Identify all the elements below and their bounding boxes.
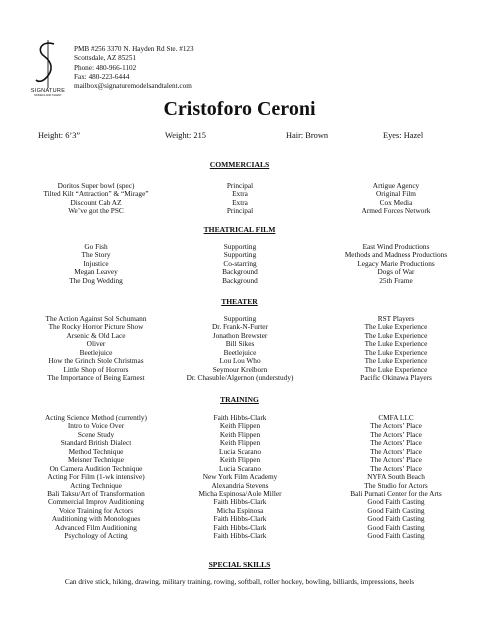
credit-company: The Actors’ Place xyxy=(370,421,422,431)
credit-row xyxy=(0,322,479,330)
credit-title: Psychology of Acting xyxy=(64,531,128,541)
credit-row xyxy=(0,523,479,531)
credit-row xyxy=(0,198,479,206)
credit-row xyxy=(0,356,479,364)
credit-role: Principal xyxy=(226,206,254,216)
credit-company: Original Film xyxy=(376,189,416,199)
credit-company: Good Faith Casting xyxy=(367,522,425,532)
credit-company: The Luke Experience xyxy=(364,356,428,366)
credit-company: The Actors’ Place xyxy=(370,446,422,456)
credit-row xyxy=(0,276,479,284)
credit-row xyxy=(0,489,479,497)
special-skills-text: Can drive stick, hiking, drawing, military training, rowing, softball, roller hockey, bowling, billiards, impressions, heels xyxy=(64,577,415,586)
credit-role: Alexandria Stevens xyxy=(211,480,269,490)
credit-company: Pacific Okinawa Players xyxy=(360,373,432,383)
credit-role: Lou Lou Who xyxy=(219,356,261,366)
stat-height: Height: 6’3” xyxy=(38,131,81,140)
agency-phone: Phone: 480-966-1102 xyxy=(74,63,137,72)
stat-eyes: Eyes: Hazel xyxy=(383,131,424,140)
credit-company: RST Players xyxy=(377,314,415,323)
credit-title: Standard British Dialect xyxy=(60,438,132,448)
credit-title: Tilted Kilt “Attraction” & “Mirage” xyxy=(43,189,149,199)
credit-company: Good Faith Casting xyxy=(367,514,425,524)
credit-title: Bali Taksu/Art of Transformation xyxy=(47,488,145,498)
credit-row xyxy=(0,242,479,250)
credit-title: Oliver xyxy=(86,339,106,349)
credit-title: Auditioning with Monologues xyxy=(51,514,141,524)
credit-role: Keith Flippen xyxy=(219,429,261,439)
credit-title: Little Shop of Horrors xyxy=(63,364,129,374)
credit-role: Principal xyxy=(226,181,254,190)
credit-role: Dr. Frank-N-Furter xyxy=(212,322,268,332)
credit-title: Meisner Technique xyxy=(68,455,124,465)
credit-role: Beetlejuice xyxy=(223,347,257,357)
credit-row xyxy=(0,373,479,381)
credit-row xyxy=(0,447,479,455)
credit-row xyxy=(0,514,479,522)
credit-role: Faith Hibbs-Clark xyxy=(213,497,267,507)
agency-address-line2: Scottsdale, AZ 85251 xyxy=(74,54,137,63)
credit-role: Keith Flippen xyxy=(219,438,261,448)
credit-company: Legacy Marie Productions xyxy=(357,258,435,268)
credit-title: Method Technique xyxy=(68,446,124,456)
stat-weight: Weight: 215 xyxy=(165,131,206,140)
credit-title: Acting Science Method (currently) xyxy=(45,413,147,422)
credit-company: Dogs of War xyxy=(377,267,415,277)
stat-hair: Hair: Brown xyxy=(286,131,329,140)
credit-row xyxy=(0,438,479,446)
credit-row xyxy=(0,259,479,267)
credit-role: Extra xyxy=(232,197,248,207)
credit-role: Jonathon Brewster xyxy=(212,330,268,340)
signature-logo xyxy=(28,40,68,98)
credit-row xyxy=(0,267,479,275)
credit-title: The Rocky Horror Picture Show xyxy=(48,322,144,332)
credit-role: Extra xyxy=(232,189,248,199)
credit-row xyxy=(0,189,479,197)
credit-role: Faith Hibbs-Clark xyxy=(213,522,267,532)
credit-role: Dr. Chasuble/Algernon (understudy) xyxy=(186,373,294,383)
credit-title: On Camera Audition Technique xyxy=(49,463,143,473)
section-title-commercials: COMMERCIALS xyxy=(209,160,270,169)
credit-company: Good Faith Casting xyxy=(367,497,425,507)
section-title-theater: THEATER xyxy=(221,297,258,306)
credit-role: Keith Flippen xyxy=(219,421,261,431)
credit-row xyxy=(0,481,479,489)
credit-company: The Actors’ Place xyxy=(370,438,422,448)
credit-role: Keith Flippen xyxy=(219,455,261,465)
credit-title: Intro to Voice Over xyxy=(67,421,125,431)
credit-row xyxy=(0,506,479,514)
credit-role: Micha Espinosa/Aole Miller xyxy=(198,488,282,498)
credit-company: The Actors’ Place xyxy=(370,455,422,465)
credit-company: Artigue Agency xyxy=(372,181,420,190)
actor-name: Cristoforo Ceroni xyxy=(163,98,316,120)
credit-company: The Luke Experience xyxy=(364,330,428,340)
credit-title: The Action Against Sol Schumann xyxy=(45,314,147,323)
credit-role: Seymour Krelborn xyxy=(212,364,268,374)
credit-company: The Luke Experience xyxy=(364,339,428,349)
credit-company: 25th Frame xyxy=(379,275,413,285)
credit-company: The Luke Experience xyxy=(364,364,428,374)
credit-role: Background xyxy=(222,267,258,277)
credit-row xyxy=(0,531,479,539)
credit-role: Faith Hibbs-Clark xyxy=(213,514,267,524)
credit-company: The Luke Experience xyxy=(364,322,428,332)
agency-fax: Fax: 480-223-6444 xyxy=(74,72,130,81)
credit-role: New York Film Academy xyxy=(202,472,278,482)
credit-title: Injustice xyxy=(83,258,109,268)
credit-title: The Story xyxy=(81,250,111,260)
credit-row xyxy=(0,421,479,429)
credit-row xyxy=(0,331,479,339)
credit-title: Go Fish xyxy=(84,242,108,251)
credit-row xyxy=(0,181,479,189)
credit-title: We’ve got the PSC xyxy=(68,206,124,216)
credit-row xyxy=(0,365,479,373)
agency-address-line1: PMB #256 3370 N. Hayden Rd Ste. #123 xyxy=(74,45,194,53)
credit-role: Supporting xyxy=(223,242,257,251)
credit-row xyxy=(0,413,479,421)
credit-row xyxy=(0,348,479,356)
commercials-list xyxy=(0,181,479,215)
credit-row xyxy=(0,206,479,214)
training-list xyxy=(0,413,479,540)
agency-email: mailbox@signaturemodelsandtalent.com xyxy=(74,82,192,91)
credit-role: Faith Hibbs-Clark xyxy=(213,413,267,422)
section-title-theatrical-film: THEATRICAL FILM xyxy=(203,225,276,234)
credit-role: Lucia Scarano xyxy=(219,446,261,456)
credit-role: Lucia Scarano xyxy=(219,463,261,473)
credit-title: Voice Training for Actors xyxy=(58,505,134,515)
credit-row xyxy=(0,339,479,347)
credit-company: The Actors’ Place xyxy=(370,429,422,439)
credit-row xyxy=(0,250,479,258)
credit-company: Good Faith Casting xyxy=(367,531,425,541)
credit-role: Supporting xyxy=(223,314,257,323)
credit-company: The Actors’ Place xyxy=(370,463,422,473)
credit-title: The Dog Wedding xyxy=(69,275,123,285)
credit-role: Background xyxy=(222,275,258,285)
credit-company: East Wind Productions xyxy=(362,242,430,251)
credit-row xyxy=(0,430,479,438)
credit-title: Beetlejuice xyxy=(79,347,113,357)
credit-company: The Luke Experience xyxy=(364,347,428,357)
credit-company: Bali Purnati Center for the Arts xyxy=(350,488,442,498)
credit-company: Good Faith Casting xyxy=(367,505,425,515)
credit-role: Co-starring xyxy=(223,258,257,268)
credit-row xyxy=(0,464,479,472)
credit-title: How the Grinch Stole Christmas xyxy=(48,356,144,366)
credit-company: NYFA South Beach xyxy=(367,472,425,482)
credit-row xyxy=(0,472,479,480)
credit-title: Megan Leavey xyxy=(74,267,118,277)
credit-title: Acting For Film (1-wk intensive) xyxy=(47,472,145,482)
credit-row xyxy=(0,497,479,505)
credit-title: Arsenic & Old Lace xyxy=(66,330,126,340)
credit-company: The Studio for Actors xyxy=(364,480,428,490)
logo-brand-text: SIGNATURE xyxy=(30,88,66,94)
credit-row xyxy=(0,314,479,322)
credit-company: Methods and Madness Productions xyxy=(344,250,448,260)
agency-contact-block xyxy=(74,45,194,91)
credit-company: CMFA LLC xyxy=(378,413,414,422)
signature-s-mark-icon xyxy=(28,40,68,88)
credit-company: Armed Forces Network xyxy=(361,206,431,216)
credit-role: Supporting xyxy=(223,250,257,260)
theater-list xyxy=(0,314,479,382)
credit-role: Micha Espinosa xyxy=(216,505,264,515)
credit-role: Bill Sikes xyxy=(225,339,255,349)
credit-title: Discount Cab AZ xyxy=(70,197,122,207)
section-title-special-skills: SPECIAL SKILLS xyxy=(208,560,271,569)
credit-row xyxy=(0,455,479,463)
section-title-training: TRAINING xyxy=(220,395,259,404)
credit-title: Scene Study xyxy=(77,429,115,439)
credit-title: Commercial Improv Auditioning xyxy=(47,497,145,507)
credit-title: The Importance of Being Earnest xyxy=(47,373,145,383)
credit-title: Doritos Super bowl (spec) xyxy=(57,181,135,190)
credit-title: Acting Technique xyxy=(70,480,122,490)
logo-sub-text: MODELS AND TALENT xyxy=(34,94,62,97)
credit-role: Faith Hibbs-Clark xyxy=(213,531,267,541)
credit-title: Advanced Film Auditioning xyxy=(55,522,137,532)
credit-company: Cox Media xyxy=(379,197,413,207)
theatrical-film-list xyxy=(0,242,479,284)
